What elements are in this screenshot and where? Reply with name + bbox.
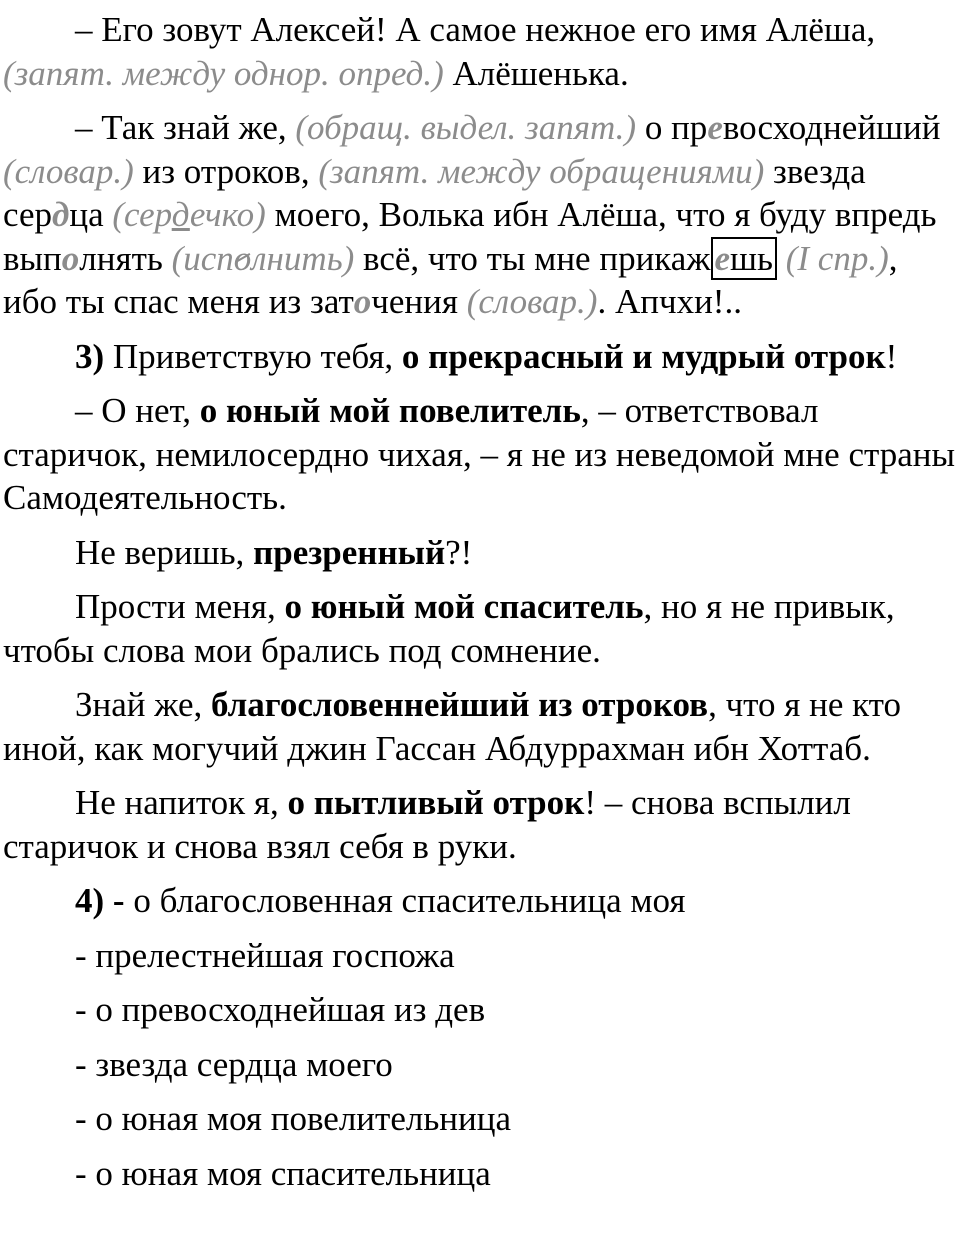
list-item: - о юная моя спасительница [75,1153,491,1193]
highlighted-letter: е [714,238,731,278]
paragraph-7 [3,683,958,770]
underlined-letter: д [171,195,190,234]
text: всё, что ты мне прикаж [354,238,711,278]
paragraph-2 [3,106,958,324]
highlighted-letter: о [353,282,372,321]
text: ! [885,336,898,376]
list-item: - о превосходнейшая из дев [75,990,486,1029]
address-phrase: о пытливый отрок [287,783,585,822]
paragraph-9 [3,879,958,923]
address-phrase: благословеннейший из отроков [211,685,709,724]
text: лнять [79,238,172,278]
accented-letter: о [233,238,252,278]
text: , что я не кто иной, как могучий джин Гассан Абдуррахман ибн Хоттаб. [3,685,902,768]
section-number: 3) [75,336,105,376]
text: ?! [445,532,473,572]
paragraph-8 [3,781,958,868]
paragraph-3 [3,335,958,379]
grammar-note: (обращ. выдел. запят.) [295,108,637,147]
grammar-note [112,195,265,234]
text [777,239,786,278]
text: Алёшенька. [443,53,629,93]
text: ечко) [189,195,266,234]
text: шь [730,238,773,278]
text: (сер [112,195,172,234]
address-phrase: о юный мой повелитель [199,391,581,430]
grammar-note: (запят. между однор. опред.) [3,53,444,93]
text: восходнейший [722,108,941,147]
list-item: - о юная моя повелительница [75,1099,512,1138]
section-number: 4) - [75,881,125,920]
text: чения [371,282,467,321]
text: . Апчхи!.. [597,282,742,321]
grammar-note: (словар.) [3,151,134,191]
address-phrase: презренный [253,532,446,572]
grammar-note: (словар.) [466,282,598,321]
text: – Его зовут Алексей! А самое нежное его имя Алёша, [75,10,876,49]
address-phrase: о юный мой спаситель [284,587,644,626]
text: Не веришь, [75,532,254,572]
text: Прости меня, [75,587,285,626]
text: о пр [636,108,708,147]
list-item: - прелестнейшая госпожа [75,935,455,975]
address-phrase: о прекрасный и мудрый отрок [401,336,886,376]
text: , но я не привык, чтобы слова мои брались под сомнение. [3,587,895,670]
paragraph-6 [3,585,958,672]
text: Не напиток я, [75,783,288,822]
text: , – ответствовал старичок, немилосердно чихая, – я не из неведомой мне страны Самодеятельность. [3,391,955,517]
text: – Так знай же, [75,108,296,147]
text: ! – снова вспылил старичок и снова взял себя в руки. [3,783,851,866]
text: ца [69,195,113,234]
text: звезда сер [3,151,866,234]
text: , ибо ты спас меня из зат [3,238,898,321]
text: Приветствую тебя, [104,336,402,376]
grammar-note: (I спр.) [785,238,889,278]
highlighted-letter: е [707,108,723,147]
text: лнить) [251,238,355,278]
text: – О нет, [75,391,200,430]
list-item: - звезда сердца моего [75,1044,393,1084]
verb-ending-box [711,237,777,280]
paragraph-4 [3,389,958,520]
paragraph-1 [3,8,958,95]
text: (исп [171,238,234,278]
text: о благословенная спасительница моя [124,881,686,920]
highlighted-letter: д [52,195,70,234]
text: Знай же, [75,685,212,724]
highlighted-letter: о [61,238,80,278]
grammar-note: (запят. между обращениями) [318,151,765,191]
text: моего, Волька ибн Алёша, что я буду впредь вып [3,195,937,278]
paragraph-5 [3,531,958,575]
grammar-note [172,239,355,278]
text: из отроков, [133,151,319,191]
